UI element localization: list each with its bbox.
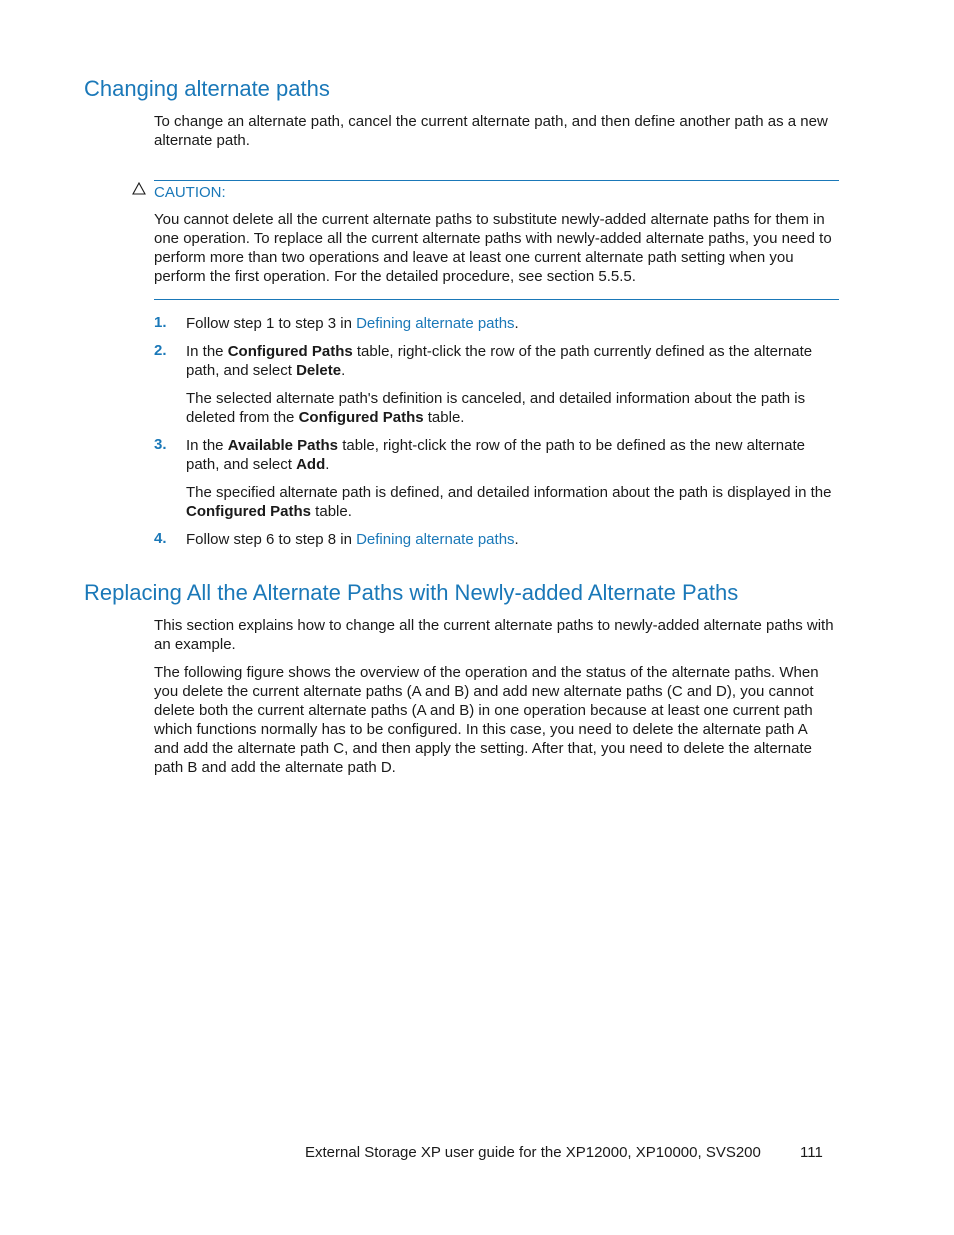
section-heading-changing-alternate-paths: Changing alternate paths xyxy=(84,76,330,101)
step-result-text: The specified alternate path is defined, and detailed information about the path is displayed in the xyxy=(186,484,832,501)
ui-term-configured-paths: Configured Paths xyxy=(227,343,353,360)
section2-body xyxy=(154,616,834,777)
step-4 xyxy=(154,530,834,549)
step-number: 2. xyxy=(154,342,167,359)
step-result-text-end: table. xyxy=(311,503,352,520)
caution-box xyxy=(154,180,839,300)
step-1 xyxy=(154,314,834,333)
page-number: 111 xyxy=(800,1144,823,1161)
caution-text: You cannot delete all the current alternate paths to substitute newly-added alternate paths for them in one operation. To replace all the current alternate paths with newly-added alternate paths, you need to perform more than two operations and leave at least one current alternate path setting when you perform the first operation. For the detailed procedure, see section 5.5.5. xyxy=(154,211,832,285)
ui-term-configured-paths: Configured Paths xyxy=(186,503,312,520)
ui-term-delete: Delete xyxy=(296,362,342,379)
section-heading-replacing-alternate-paths: Replacing All the Alternate Paths with Newly-added Alternate Paths xyxy=(84,580,739,605)
step-text: Follow step 6 to step 8 in xyxy=(186,531,357,548)
step-number: 4. xyxy=(154,530,167,547)
page-footer xyxy=(305,1144,823,1161)
step-text-end: . xyxy=(514,531,519,548)
step-text-end: . xyxy=(514,315,519,332)
step-result-text-end: table. xyxy=(423,409,465,426)
defining-alternate-paths-link[interactable]: Defining alternate paths xyxy=(356,531,515,548)
step-text: In the xyxy=(186,343,228,360)
step-result-text: The selected alternate path's definition is canceled, and detailed information about the path is deleted from the xyxy=(186,390,806,426)
footer-title: External Storage XP user guide for the XP12000, XP10000, SVS200 xyxy=(305,1144,761,1161)
step-text-end: . xyxy=(341,362,346,379)
defining-alternate-paths-link[interactable]: Defining alternate paths xyxy=(356,315,515,332)
section2-paragraph-2: The following figure shows the overview of the operation and the status of the alternate paths. When you delete the current alternate paths (A and B) and add new alternate paths (C and D), you cannot delete both the current alternate paths (A and B) in one operation because at least one current path which functions normally has to be configured. In this case, you need to delete the alternate path A and add the alternate path C, and then apply the setting. After that, you need to delete the alternate path B and add the alternate path D. xyxy=(154,664,819,776)
intro-paragraph: To change an alternate path, cancel the current alternate path, and then define another path as a new alternate path. xyxy=(154,113,828,149)
step-text-end: . xyxy=(325,456,330,473)
step-text: Follow step 1 to step 3 in xyxy=(186,315,357,332)
ui-term-add: Add xyxy=(296,456,326,473)
procedure-steps xyxy=(154,314,834,549)
section2-paragraph-1: This section explains how to change all the current alternate paths to newly-added alternate paths with an example. xyxy=(154,617,834,653)
caution-label: CAUTION: xyxy=(154,184,226,201)
ui-term-available-paths: Available Paths xyxy=(227,437,339,454)
step-3 xyxy=(154,436,834,521)
step-number: 3. xyxy=(154,436,167,453)
step-number: 1. xyxy=(154,314,167,331)
warning-triangle-icon xyxy=(132,182,146,200)
step-2 xyxy=(154,342,834,427)
step-text: In the xyxy=(186,437,228,454)
step-text: table, right-click the row of the path to be defined as the new alternate path, and select xyxy=(186,437,805,473)
step-text: table, right-click the row of the path currently defined as the alternate path, and select xyxy=(186,343,813,379)
ui-term-configured-paths: Configured Paths xyxy=(298,409,424,426)
